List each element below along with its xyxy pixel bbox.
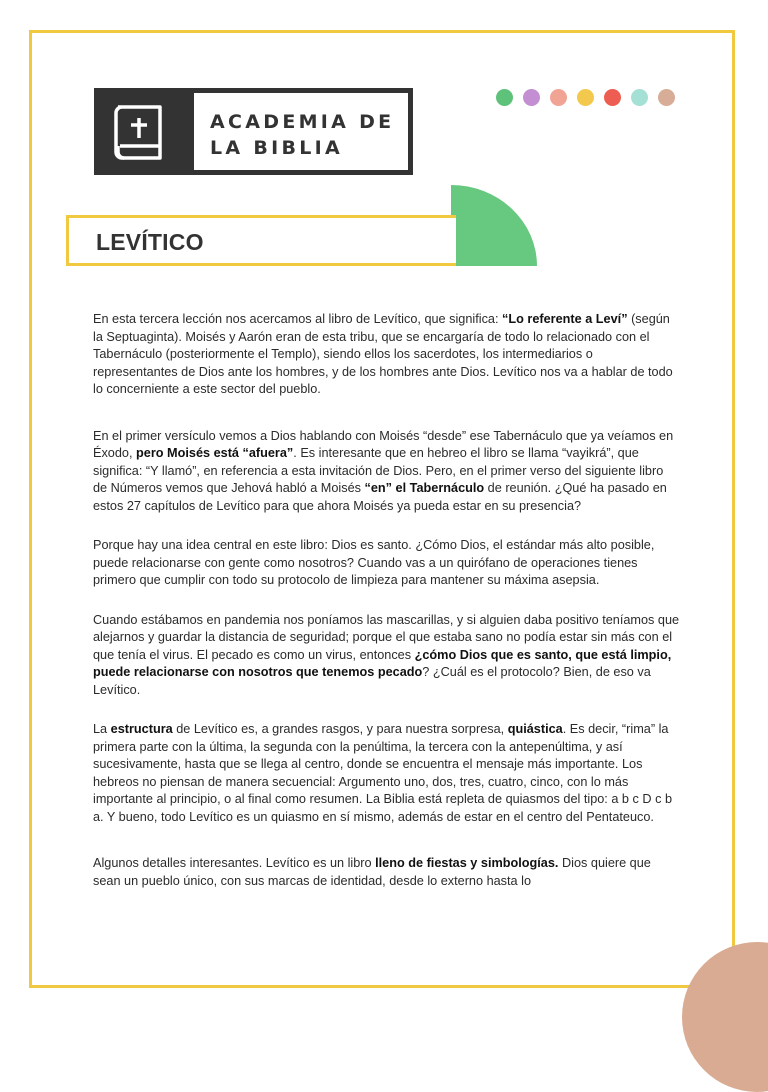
paragraph	[93, 428, 680, 516]
color-dot	[577, 89, 594, 106]
text-run: La	[93, 722, 111, 736]
bold-run: quiástica	[507, 722, 563, 736]
book-with-cross-icon	[110, 100, 170, 164]
page-title: LEVÍTICO	[96, 229, 204, 255]
bold-run: lleno de fiestas y simbologías.	[375, 856, 559, 870]
color-dot	[658, 89, 675, 106]
academia-logo	[94, 88, 413, 175]
color-dots	[496, 89, 675, 106]
logo-line-1: ACADEMIA DE	[210, 111, 395, 133]
lesson-body	[93, 311, 680, 890]
text-run: Algunos detalles interesantes. Levítico es un libro	[93, 856, 376, 870]
color-dot	[550, 89, 567, 106]
bold-run: “en” el Tabernáculo	[364, 481, 485, 495]
text-run: En esta tercera lección nos acercamos al libro de Levítico, que significa:	[93, 312, 503, 326]
color-dot	[523, 89, 540, 106]
text-run: de Levítico es, a grandes rasgos, y para nuestra sorpresa,	[172, 722, 508, 736]
text-run: de reunión. ¿Qué ha pasado en estos 27 capítulos de Levítico para que ahora Moisés ya pueda estar en su presencia?	[93, 481, 667, 513]
paragraph	[93, 612, 680, 700]
paragraph	[93, 537, 680, 590]
bold-run: ¿cómo Dios que es santo, que está limpio, puede relacionarse con nosotros que tenemos pecado	[93, 647, 672, 679]
text-run: . Es interesante que en hebreo el libro se llama “vayikrá”, que significa: “Y llamó”, en referencia a esta invitación de Dios. Pero, en el primer verso del siguiente libro de Números vemos que Jehová habló a Moisés	[93, 446, 664, 495]
text-run: En el primer versículo vemos a Dios hablando con Moisés “desde” ese Tabernáculo que ya veíamos en Éxodo,	[93, 428, 674, 460]
paragraph	[93, 721, 680, 826]
paragraph-gap	[93, 590, 680, 612]
color-dot	[604, 89, 621, 106]
bold-run: “Lo referente a Leví”	[502, 312, 628, 326]
paragraph	[93, 855, 680, 890]
text-run: Porque hay una idea central en este libro: Dios es santo. ¿Cómo Dios, el estándar más alto posible, puede relacionarse con gente como nosotros? Cuando vas a un quirófano de operaciones tienes primero que cumplir con todo su protocolo de limpieza para mantener su máxima asepsia.	[93, 538, 655, 587]
bold-run: estructura	[110, 722, 173, 736]
text-run: (según la Septuaginta). Moisés y Aarón eran de esta tribu, que se encargaría de todo lo relacionado con el Tabernáculo (posteriormente el Templo), siendo ellos los sacerdotes, los intermediarios o representantes de Dios ante los hombres, y de los hombres ante Dios. Levítico nos va a hablar de todo lo concerniente a este sector del pueblo.	[93, 312, 673, 396]
text-run: ? ¿Cuál es el protocolo? Bien, de eso va Levítico.	[93, 665, 651, 697]
logo-text	[194, 93, 408, 170]
text-run: Dios quiere que sean un pueblo único, con sus marcas de identidad, desde lo externo hasta lo	[93, 856, 651, 888]
text-run: Cuando estábamos en pandemia nos poníamos las mascarillas, y si alguien daba positivo teníamos que alejarnos y guardar la distancia de seguridad; porque el que estaba sano no podía estar sin más con el que tenía el virus. El pecado es como un virus, entonces	[93, 612, 680, 662]
paragraph-gap	[93, 826, 680, 855]
text-run: . Es decir, “rima” la primera parte con la última, la segunda con la penúltima, la tercera con la antepenúltima, y así sucesivamente, hasta que se llega al centro, donde se encuentra el mensaje más importante. Los hebreos no piensan de manera secuencial: Argumento uno, dos, tres, cuatro, cinco, con lo más importante al principio, o al final como resumen. La Biblia está repleta de quiasmos del tipo: a b c D c b a. Y bueno, todo Levítico es un quiasmo en sí mismo, además de estar en el centro del Pentateuco.	[93, 722, 672, 824]
logo-line-2: LA BIBLIA	[210, 137, 344, 159]
color-dot	[631, 89, 648, 106]
title-box	[66, 215, 456, 266]
paragraph-gap	[93, 515, 680, 537]
paragraph	[93, 311, 680, 399]
color-dot	[496, 89, 513, 106]
paragraph-gap	[93, 399, 680, 428]
paragraph-gap	[93, 699, 680, 721]
bold-run: pero Moisés está “afuera”	[136, 446, 294, 460]
